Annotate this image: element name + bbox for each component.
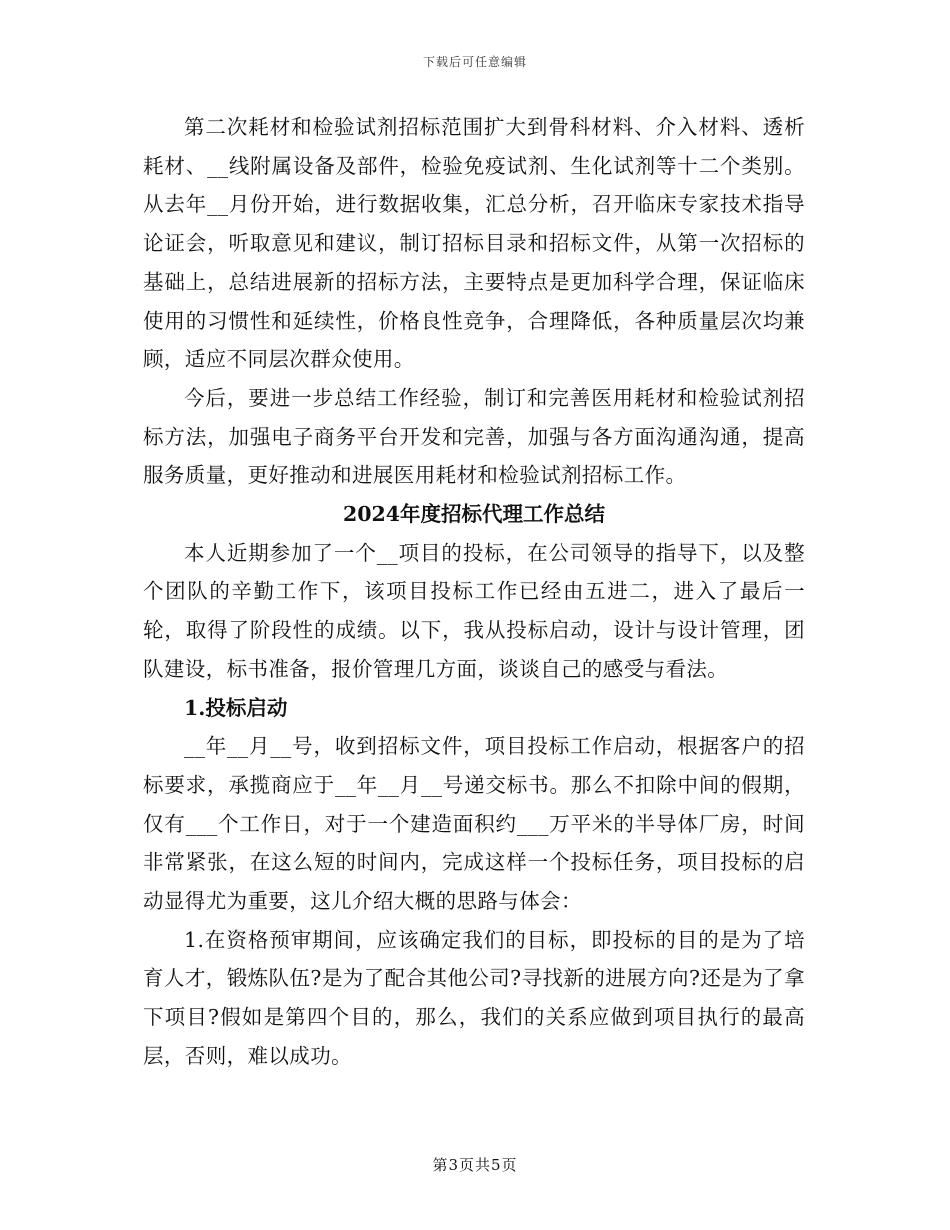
page-header: 下载后可任意编辑 [422,55,527,69]
paragraph-future-plan: 今后，要进一步总结工作经验，制订和完善医用耗材和检验试剂招标方法，加强电子商务平台开发和完善，加强与各方面沟通沟通，提高服务质量，更好推动和进展医用耗材和检验试剂招标工作。 [143,385,805,488]
page-footer: 第3页共5页 [432,1156,518,1174]
section-title: 2024年度招标代理工作总结 [342,502,606,527]
subheading-bid-launch: 1.投标启动 [184,695,288,720]
paragraph-tender-scope: 第二次耗材和检验试剂招标范围扩大到骨科材料、介入材料、透析耗材、__线附属设备及部件，检验免疫试剂、生化试剂等十二个类别。从去年__月份开始，进行数据收集，汇总分析，召开临床专家技术指导论证会，听取意见和建议，制订招标目录和招标文件，从第一次招标的基础上，总结进展新的招标方法，主要特点是更加科学合理，保证临床使用的习惯性和延续性，价格良性竞争，合理降低，各种质量层次均兼顾，适应不同层次群众使用。 [143,115,805,372]
paragraph-prequalification: 1.在资格预审期间，应该确定我们的目标，即投标的目的是为了培育人才，锻炼队伍?是为了配合其他公司?寻找新的进展方向?还是为了拿下项目?假如是第四个目的，那么，我们的关系应做到项目执行的最高层，否则，难以成功。 [143,927,805,1068]
paragraph-intro: 本人近期参加了一个__项目的投标，在公司领导的指导下，以及整个团队的辛勤工作下，该项目投标工作已经由五进二，进入了最后一轮，取得了阶段性的成绩。以下，我从投标启动，设计与设计管理，团队建设，标书准备，报价管理几方面，谈谈自己的感受与看法。 [143,540,805,681]
document-body [143,108,805,1076]
paragraph-bid-launch: __年__月__号，收到招标文件，项目投标工作启动，根据客户的招标要求，承揽商应于__年__月__号递交标书。那么不扣除中间的假期，仅有___个工作日，对于一个建造面积约___万平米的半导体厂房，时间非常紧张，在这么短的时间内，完成这样一个投标任务，项目投标的启动显得尤为重要，这儿介绍大概的思路与体会： [143,734,805,914]
